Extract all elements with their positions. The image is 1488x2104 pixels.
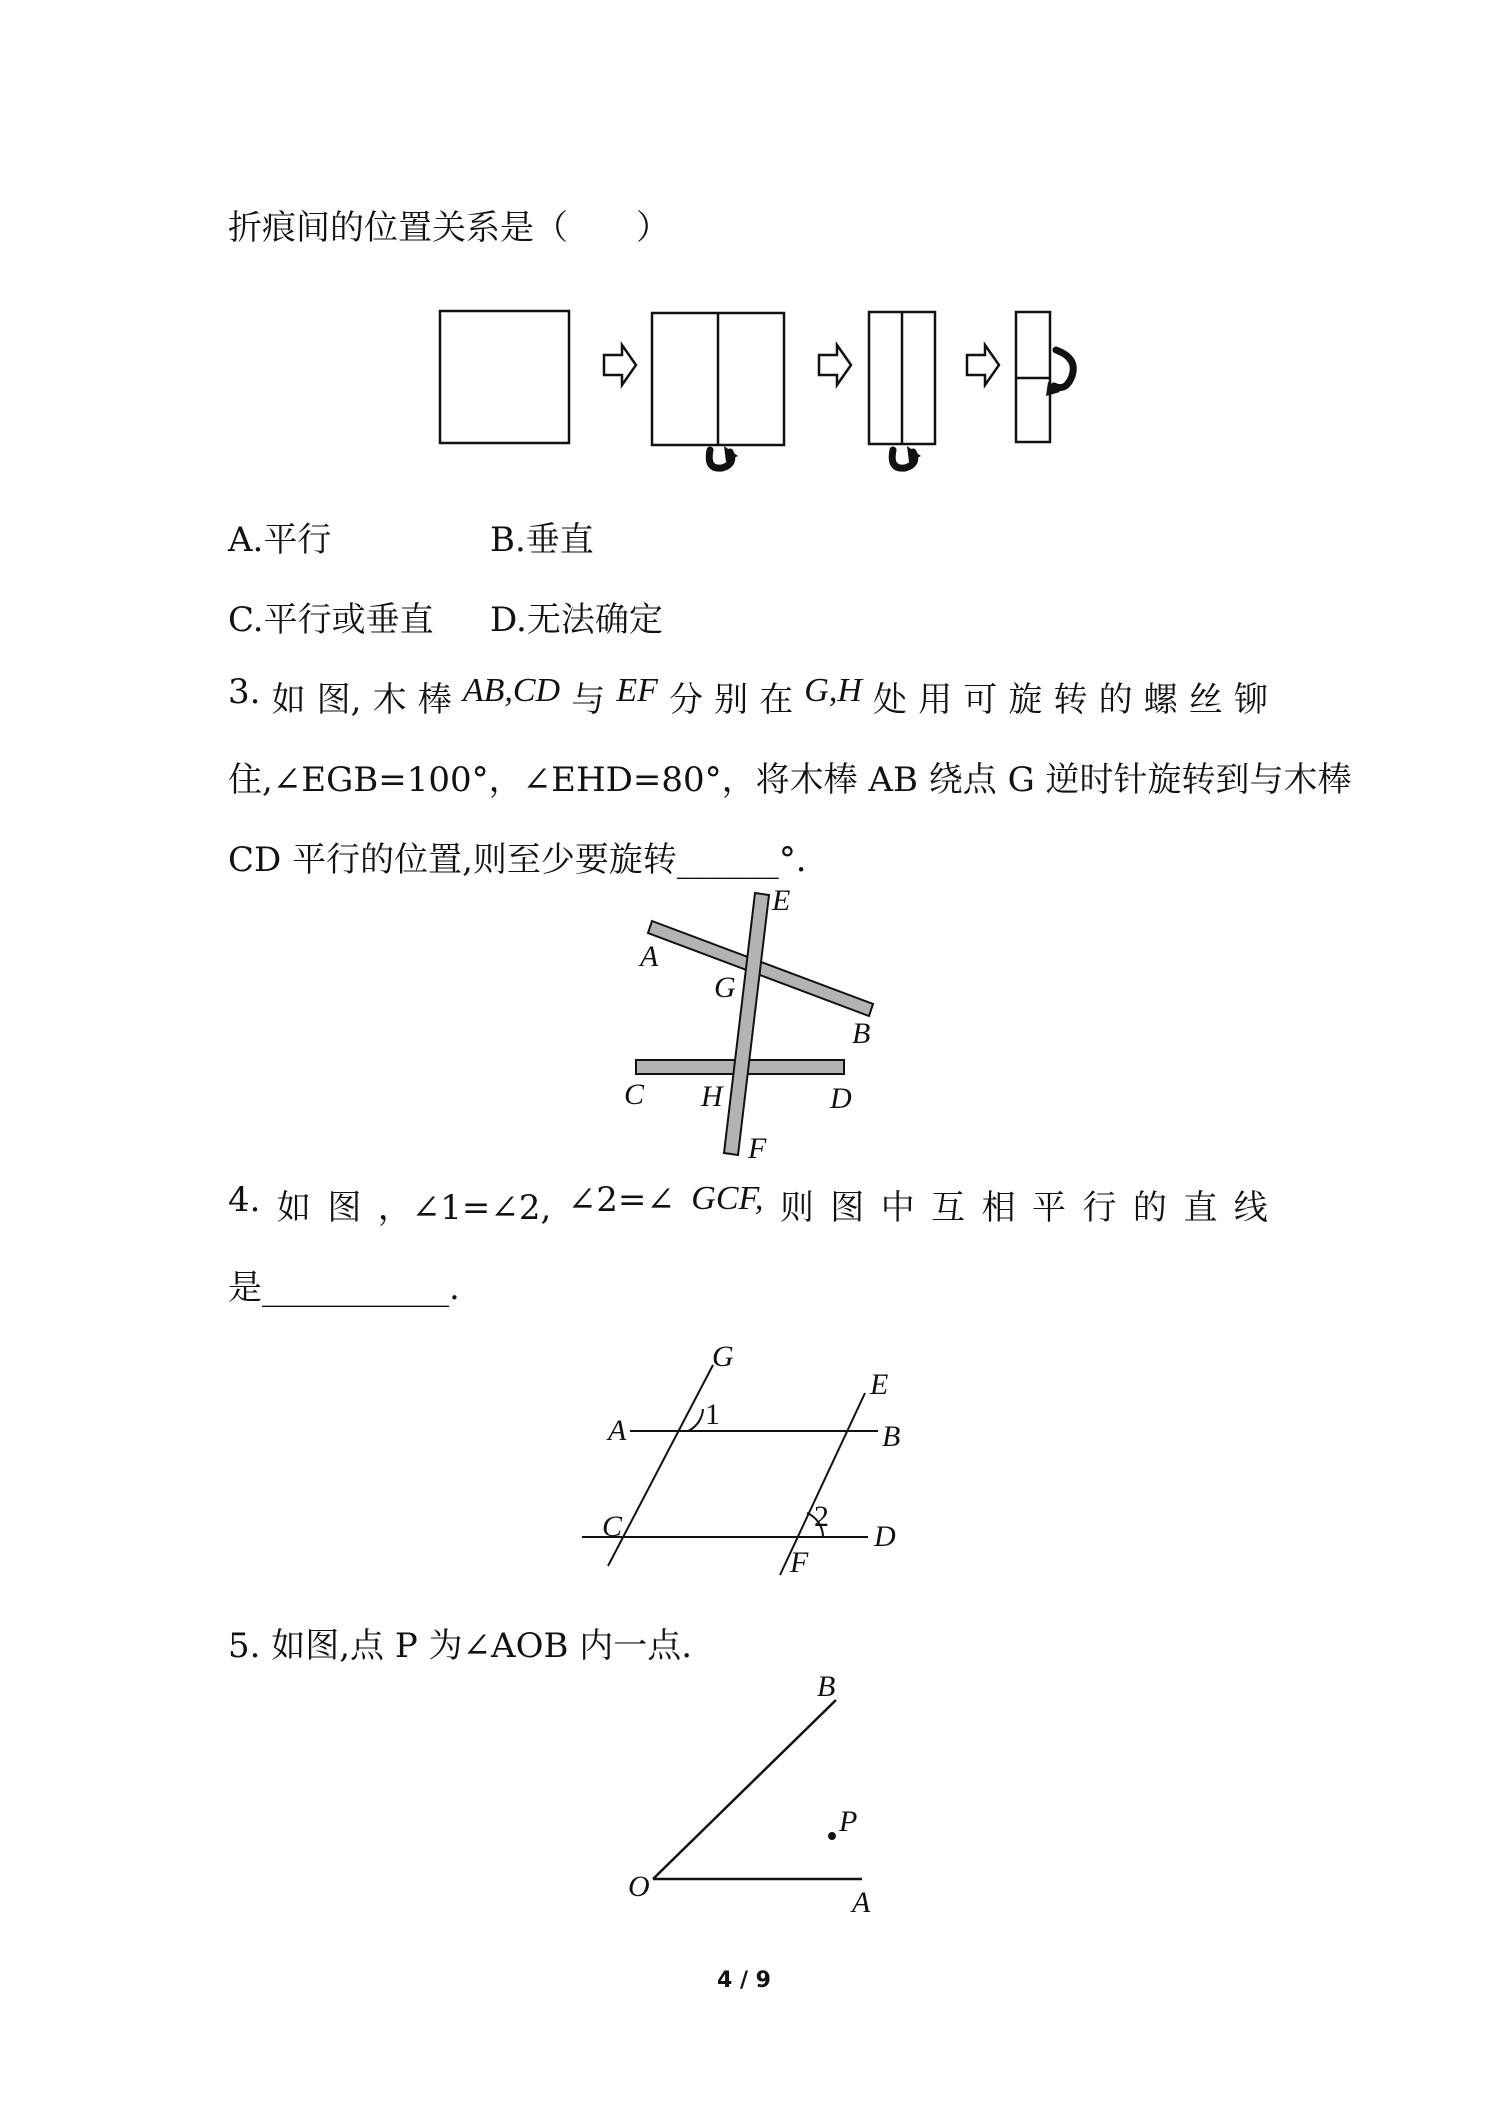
q3-line-2: 住,∠EGB=100°，∠EHD=80°，将木棒 AB 绕点 G 逆时针旋转到与木棒 (228, 760, 1352, 800)
q2-option-c: C.平行或垂直 (228, 600, 434, 640)
label-h: H (701, 1080, 723, 1113)
label-b: B (852, 1017, 871, 1050)
q4-line-1: 4. 如 图 ，∠1=∠2, ∠2=∠ GCF, 则 图 中 互 相 平 行 的 直 线 (228, 1180, 1268, 1228)
label-b: B (817, 1670, 836, 1703)
label-1: 1 (705, 1398, 720, 1431)
label-d: D (874, 1520, 896, 1553)
page-number: 4 / 9 (717, 1968, 771, 1993)
ray-ob (653, 1700, 836, 1879)
label-c: C (624, 1078, 645, 1111)
q2-option-a: A.平行 (228, 520, 332, 560)
label-b: B (882, 1420, 901, 1453)
q3-line-1: 3. 如 图, 木 棒 AB,CD 与 EF 分 别 在 G,H 处 用 可 旋 转 的 螺 丝 铆 (228, 672, 1268, 720)
label-2: 2 (814, 1500, 829, 1533)
q2-option-b: B.垂直 (490, 520, 594, 560)
label-a: A (852, 1886, 871, 1919)
q2-stem: 折痕间的位置关系是（ ） (228, 208, 670, 248)
point-p (828, 1832, 836, 1840)
label-g: G (712, 1340, 734, 1373)
label-a: A (608, 1414, 627, 1447)
q3-line-3: CD 平行的位置,则至少要旋转______°． (228, 840, 830, 880)
label-p: P (839, 1805, 858, 1838)
q2-option-d: D.无法确定 (490, 600, 663, 640)
label-f: F (748, 1132, 767, 1165)
label-o: O (628, 1870, 650, 1903)
label-e: E (772, 884, 791, 917)
q4-line-2: 是___________. (228, 1268, 460, 1308)
q5-stem: 5. 如图,点 P 为∠AOB 内一点. (228, 1626, 693, 1666)
label-f: F (790, 1546, 809, 1579)
label-a: A (640, 940, 659, 973)
label-e: E (870, 1368, 889, 1401)
label-d: D (830, 1082, 852, 1115)
label-g: G (714, 971, 736, 1004)
label-c: C (602, 1510, 623, 1543)
